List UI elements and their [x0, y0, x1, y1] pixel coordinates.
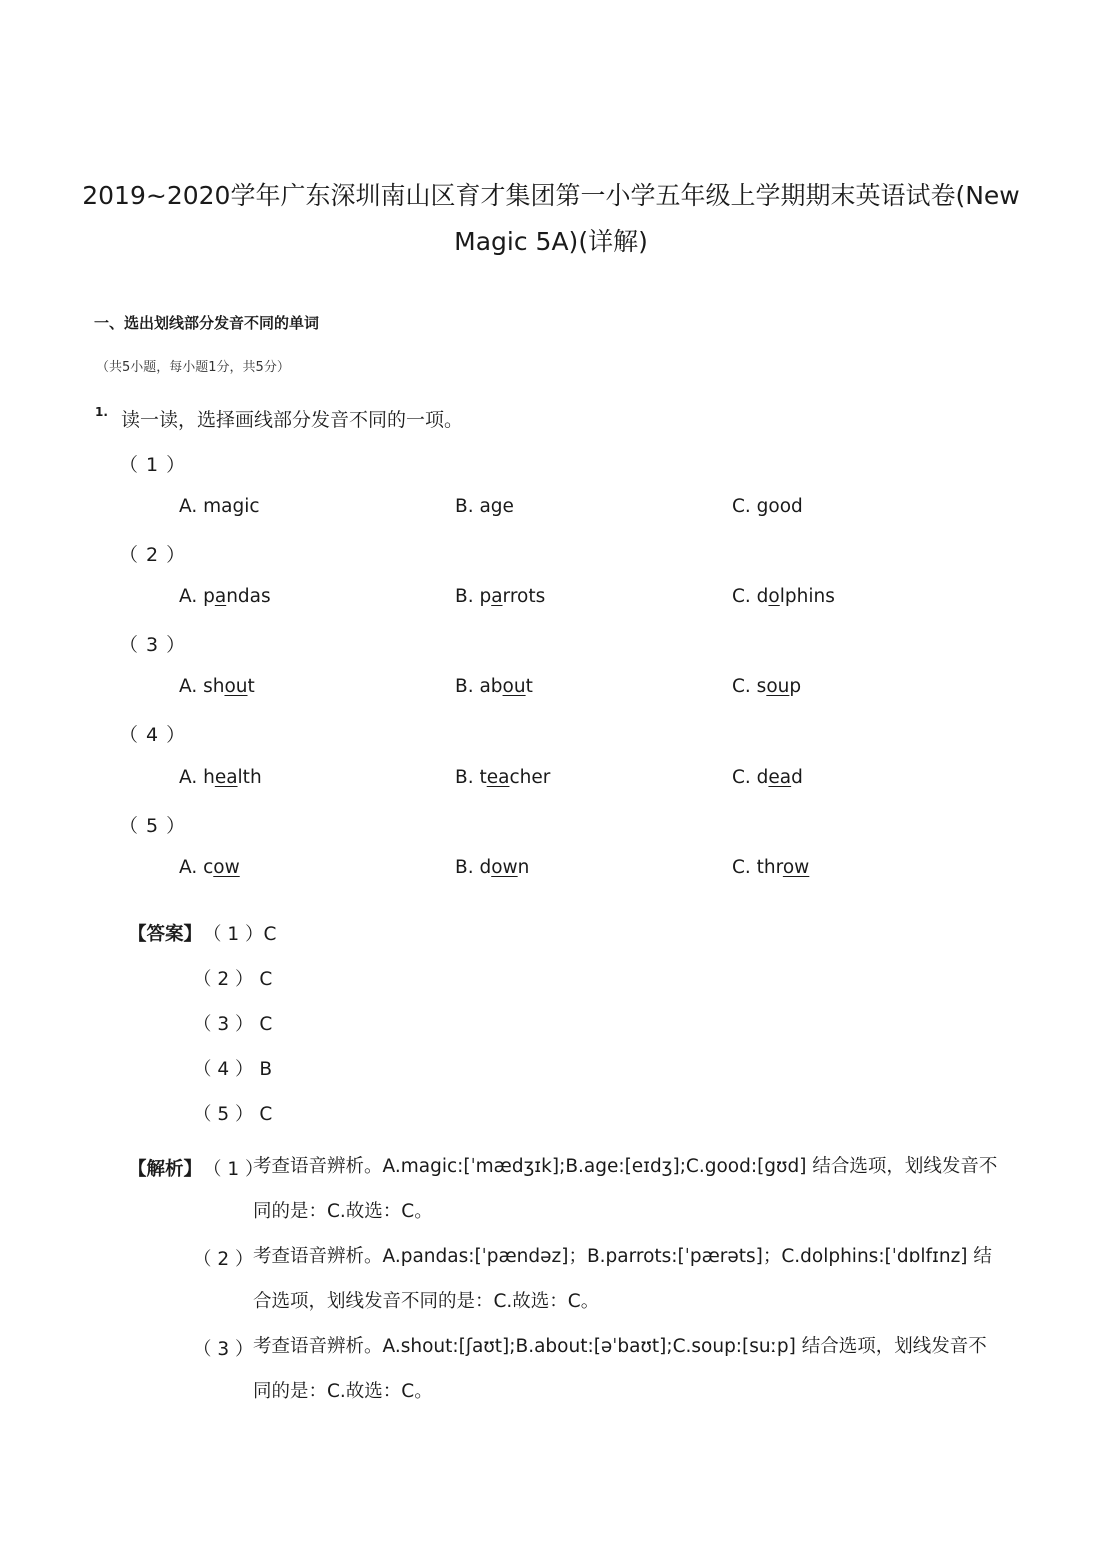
answer-item: （ 4 ） B	[193, 1059, 273, 1080]
question-prompt: 读一读，选择画线部分发音不同的一项。	[121, 409, 464, 431]
page-title	[60, 173, 1042, 265]
sub-question-label: （ 1 ）	[119, 454, 187, 476]
question-number: 1.	[95, 405, 108, 419]
option-b[interactable]: B. age	[455, 496, 514, 517]
option-c[interactable]: C. throw	[732, 857, 810, 878]
section-note: （共5小题，每小题1分，共5分）	[96, 360, 290, 375]
sub-question-label: （ 2 ）	[119, 544, 187, 566]
analysis-number: （ 2 ）	[193, 1249, 254, 1270]
title-line-2: Magic 5A)(详解)	[454, 227, 648, 256]
answer-item: （ 3 ） C	[193, 1014, 273, 1035]
option-b[interactable]: B. teacher	[455, 767, 551, 788]
option-c[interactable]: C. soup	[732, 676, 802, 697]
sub-question-label: （ 3 ）	[119, 634, 187, 656]
answer-item: （ 2 ） C	[193, 969, 273, 990]
section-heading: 一、选出划线部分发音不同的单词	[94, 314, 320, 332]
answer-item: （ 1 ）C	[203, 924, 277, 945]
analysis-text: 考查语音辨析。A.shout:[ʃaʊt];B.about:[əˈbaʊt];C.soup:[suːp] 结合选项，划线发音不同的是：C.故选：C。	[253, 1336, 987, 1402]
option-a[interactable]: A. cow	[179, 857, 240, 878]
analysis-number: （ 3 ）	[193, 1339, 254, 1360]
analysis-label: 【解析】	[128, 1159, 203, 1180]
analysis-text: 考查语音辨析。A.magic:[ˈmædʒɪk];B.age:[eɪdʒ];C.good:[gʊd] 结合选项，划线发音不同的是：C.故选：C。	[253, 1156, 998, 1222]
answer-label: 【答案】	[128, 924, 203, 945]
analysis-text: 考查语音辨析。A.pandas:[ˈpændəz]；B.parrots:[ˈpærəts]；C.dolphins:[ˈdɒlfɪnz] 结合选项，划线发音不同的是：C.故选：C。	[253, 1246, 992, 1312]
option-a[interactable]: A. pandas	[179, 586, 271, 607]
option-a[interactable]: A. health	[179, 767, 262, 788]
option-c[interactable]: C. dead	[732, 767, 803, 788]
sub-question-label: （ 5 ）	[119, 815, 187, 837]
answer-item: （ 5 ） C	[193, 1104, 273, 1125]
option-b[interactable]: B. about	[455, 676, 533, 697]
option-b[interactable]: B. down	[455, 857, 530, 878]
analysis-number: （ 1 ）	[203, 1159, 264, 1180]
option-a[interactable]: A. shout	[179, 676, 255, 697]
option-c[interactable]: C. good	[732, 496, 803, 517]
option-c[interactable]: C. dolphins	[732, 586, 835, 607]
title-line-1: 2019~2020学年广东深圳南山区育才集团第一小学五年级上学期期末英语试卷(New	[82, 181, 1020, 210]
option-b[interactable]: B. parrots	[455, 586, 546, 607]
option-a[interactable]: A. magic	[179, 496, 260, 517]
sub-question-label: （ 4 ）	[119, 724, 187, 746]
